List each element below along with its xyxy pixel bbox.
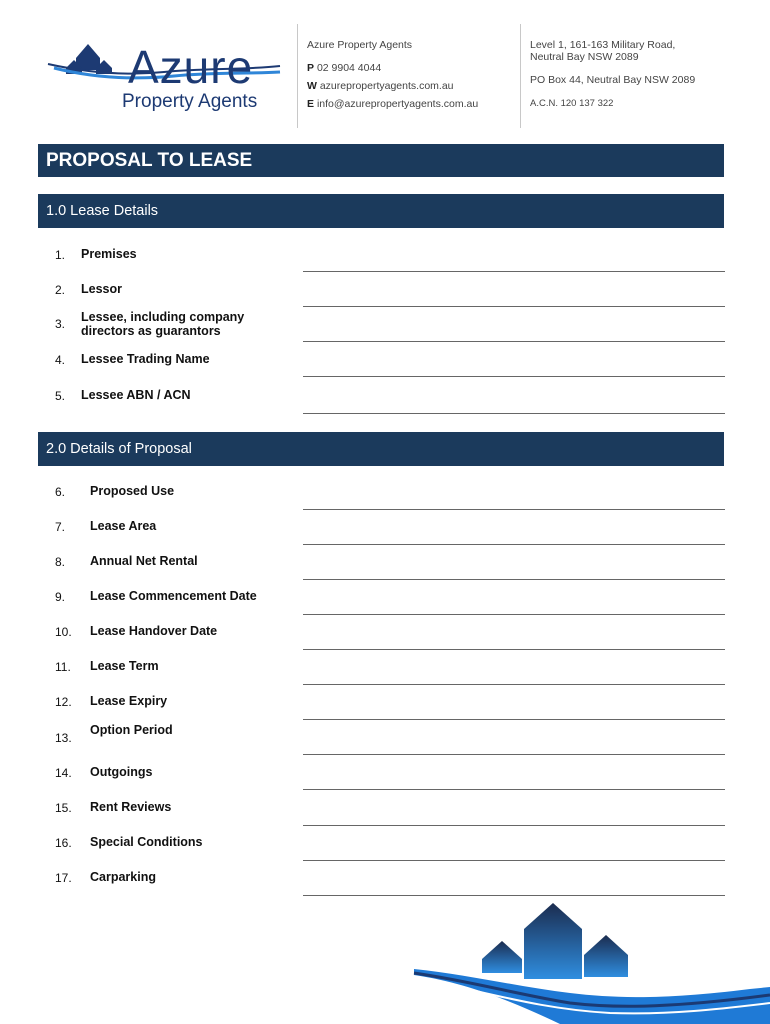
field-label-outgoings: Outgoings (90, 765, 153, 779)
phone-line: P 02 9904 4044 (307, 62, 382, 74)
website-link[interactable]: W azurepropertyagents.com.au (307, 80, 454, 92)
field-label-proposed-use: Proposed Use (90, 484, 175, 498)
field-input-rent-reviews[interactable] (303, 825, 725, 826)
item-number: 5. (55, 389, 66, 403)
field-input-lessor[interactable] (303, 306, 725, 307)
address-line2: Neutral Bay NSW 2089 (530, 51, 639, 63)
field-input-special-conditions[interactable] (303, 860, 725, 861)
field-input-lease-term[interactable] (303, 684, 725, 685)
field-input-lease-commencement-date[interactable] (303, 614, 725, 615)
field-input-proposed-use[interactable] (303, 509, 725, 510)
email-link[interactable]: E info@azurepropertyagents.com.au (307, 98, 479, 110)
field-input-option-period[interactable] (303, 754, 725, 755)
header-divider (520, 24, 521, 128)
item-number: 17. (55, 871, 72, 885)
field-input-lessee[interactable] (303, 341, 725, 342)
field-label-lessee-trading-name: Lessee Trading Name (81, 352, 210, 366)
item-number: 7. (55, 520, 66, 534)
company-name: Azure Property Agents (307, 39, 413, 51)
section-heading-lease-details: 1.0 Lease Details (38, 194, 724, 228)
page-title: PROPOSAL TO LEASE (38, 144, 724, 177)
field-input-lessee-trading-name[interactable] (303, 376, 725, 377)
field-label-rent-reviews: Rent Reviews (90, 800, 172, 814)
field-label-premises: Premises (81, 247, 137, 261)
item-number: 2. (55, 283, 66, 297)
field-input-annual-net-rental[interactable] (303, 579, 725, 580)
item-number: 3. (55, 317, 66, 331)
item-number: 13. (55, 731, 72, 745)
field-label-lessee-line2: directors as guarantors (81, 324, 221, 338)
item-number: 9. (55, 590, 66, 604)
field-input-lease-handover-date[interactable] (303, 649, 725, 650)
item-number: 11. (55, 660, 71, 674)
item-number: 10. (55, 625, 72, 639)
item-number: 12. (55, 695, 72, 709)
field-label-annual-net-rental: Annual Net Rental (90, 554, 198, 568)
address-line1: Level 1, 161-163 Military Road, (530, 39, 676, 51)
field-label-lessor: Lessor (81, 282, 122, 296)
item-number: 14. (55, 766, 72, 780)
field-label-lease-expiry: Lease Expiry (90, 694, 168, 708)
field-label-lease-area: Lease Area (90, 519, 157, 533)
po-box: PO Box 44, Neutral Bay NSW 2089 (530, 74, 696, 86)
field-input-outgoings[interactable] (303, 789, 725, 790)
item-number: 6. (55, 485, 66, 499)
item-number: 16. (55, 836, 72, 850)
item-number: 15. (55, 801, 72, 815)
section-heading-details-of-proposal: 2.0 Details of Proposal (38, 432, 724, 466)
field-input-lease-area[interactable] (303, 544, 725, 545)
field-input-premises[interactable] (303, 271, 725, 272)
logo-wordmark: Azure (128, 41, 254, 93)
field-input-lessee-abn[interactable] (303, 413, 725, 414)
field-label-carparking: Carparking (90, 870, 156, 884)
field-label-lease-handover-date: Lease Handover Date (90, 624, 218, 638)
field-label-option-period: Option Period (90, 723, 173, 737)
item-number: 4. (55, 353, 66, 367)
item-number: 1. (55, 248, 66, 262)
logo-subtitle: Property Agents (122, 91, 258, 112)
header-divider (297, 24, 298, 128)
acn-number: A.C.N. 120 137 322 (530, 98, 614, 109)
field-label-lessee: Lessee, including company (81, 310, 245, 324)
footer-houses-wave-icon (410, 895, 770, 1024)
field-label-special-conditions: Special Conditions (90, 835, 203, 849)
field-label-lease-commencement-date: Lease Commencement Date (90, 589, 257, 603)
field-label-lease-term: Lease Term (90, 659, 159, 673)
company-logo (44, 36, 284, 118)
field-label-lessee-abn: Lessee ABN / ACN (81, 388, 191, 402)
field-input-lease-expiry[interactable] (303, 719, 725, 720)
item-number: 8. (55, 555, 66, 569)
